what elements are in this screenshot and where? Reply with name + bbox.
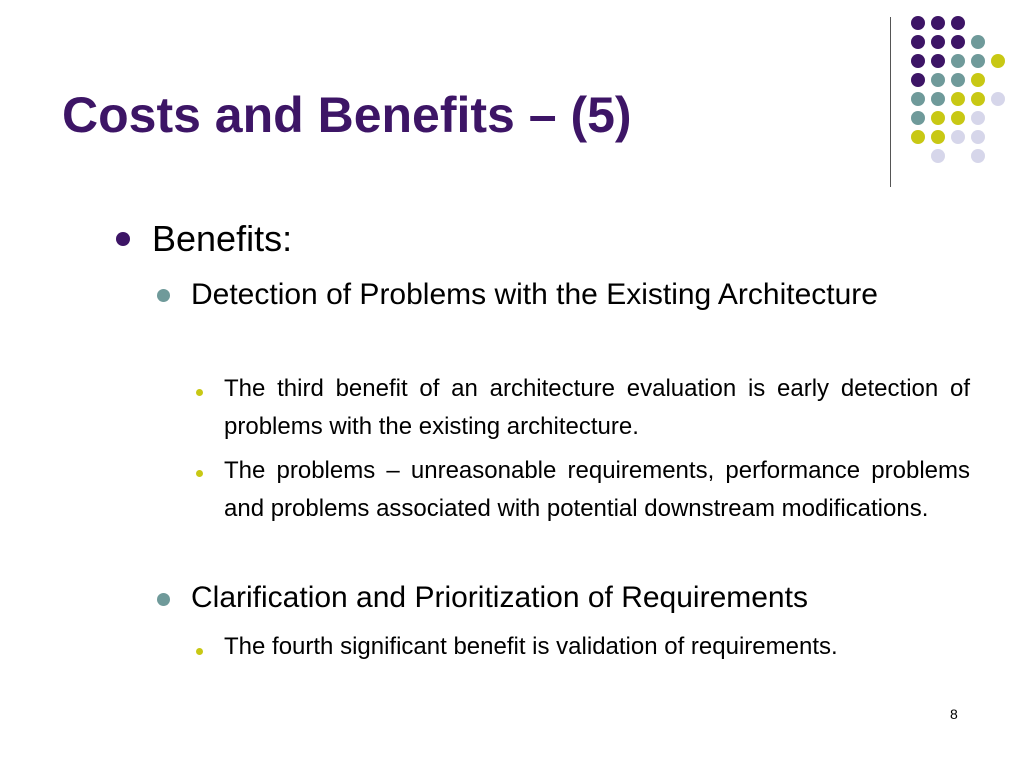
decor-dot [911,35,925,49]
bullet-l3-icon [196,389,203,396]
decor-dot [931,35,945,49]
decor-dot [931,130,945,144]
decor-dot [911,73,925,87]
decor-dot [931,54,945,68]
section-point: The problems – unreasonable requirements, performance problems and problems associated with potential downstream modifications. [224,457,970,522]
bullet-l3-icon [196,648,203,655]
decor-dot [971,73,985,87]
decor-dot [991,92,1005,106]
bullet-l2-icon [157,593,170,606]
decor-dot [931,111,945,125]
decor-dot [911,16,925,30]
slide-title: Costs and Benefits – (5) [62,87,632,143]
decor-dot [951,35,965,49]
decor-dot [951,16,965,30]
page-number: 8 [950,706,958,722]
decor-dot [931,16,945,30]
bullet-l3-icon [196,470,203,477]
decor-dot [911,54,925,68]
decor-dot [991,54,1005,68]
decor-dot [911,130,925,144]
decor-dot [971,54,985,68]
benefits-heading: Benefits: [152,218,293,259]
decor-dot [951,54,965,68]
decor-dot [971,92,985,106]
decorative-divider [890,17,891,187]
decor-dot [911,92,925,106]
section-heading: Detection of Problems with the Existing Architecture [191,278,878,311]
bullet-l1-icon [116,232,130,246]
bullet-l2-icon [157,289,170,302]
decor-dot [951,111,965,125]
decor-dot [971,35,985,49]
decor-dot [931,92,945,106]
section-point: The third benefit of an architecture evaluation is early detection of problems with the existing architecture. [224,375,970,440]
decor-dot [971,111,985,125]
section-point: The fourth significant benefit is validation of requirements. [224,633,838,660]
decor-dot [951,92,965,106]
decor-dot [931,73,945,87]
decor-dot [951,73,965,87]
decor-dot [931,149,945,163]
section-heading: Clarification and Prioritization of Requirements [191,581,808,614]
decor-dot [911,111,925,125]
decor-dot [951,130,965,144]
decor-dot [971,130,985,144]
decor-dot [971,149,985,163]
